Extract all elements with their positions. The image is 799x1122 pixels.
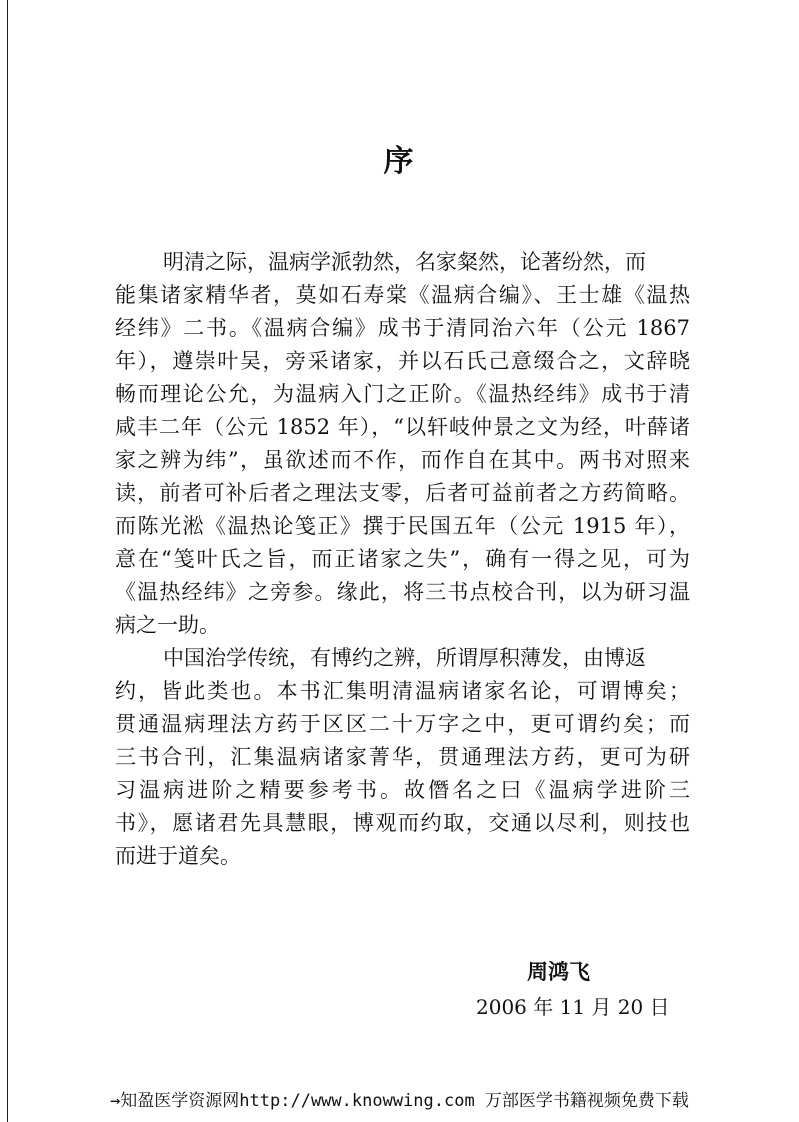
paragraph-2-line-4: 三书合刊，汇集温病诸家菁华，贯通理法方药，更可为研 [115,745,690,769]
paragraph-1-line-4: 年），遵崇叶吴，旁采诸家，并以石氏己意缀合之，文辞晓 [115,349,690,373]
paragraph-2-line-3: 贯通温病理法方药于区区二十万字之中，更可谓约矣；而 [115,712,690,736]
paragraph-1-line-9: 而陈光淞《温热论笺正》撰于民国五年（公元 1915 年）， [115,514,690,538]
preface-body [115,246,690,873]
paragraph-1-line-7: 家之辨为纬”，虽欲述而不作，而作自在其中。两书对照来 [115,448,690,472]
paragraph-2-line-2: 约，皆此类也。本书汇集明清温病诸家名论，可谓博矣； [115,679,690,703]
paragraph-1-line-6: 咸丰二年（公元 1852 年），“以轩岐仲景之文为经，叶薛诸 [115,415,690,439]
paragraph-1-line-5: 畅而理论公允，为温病入门之正阶。《温热经纬》成书于清 [115,382,690,406]
paragraph-1-line-11: 《温热经纬》之旁参。缘此，将三书点校合刊，以为研习温 [115,580,690,604]
paragraph-1-line-12: 病之一助。 [115,613,220,637]
paragraph-1-line-2: 能集诸家精华者，莫如石寿棠《温病合编》、王士雄《温热 [115,283,690,307]
signature-date: 2006 年 11 月 20 日 [476,995,670,1019]
paragraph-1-line-1: 明清之际，温病学派勃然，名家粲然，论著纷然，而 [163,250,646,274]
footer-watermark-text: →知盈医学资源网http://www.knowwing.com 万部医学书籍视频免费下载 [110,1091,689,1111]
paragraph-1-line-10: 意在“笺叶氏之旨，而正诸家之失”，确有一得之见，可为 [115,547,690,571]
page-title: 序 [383,144,416,179]
paragraph-2-line-5: 习温病进阶之精要参考书。故僭名之曰《温病学进阶三 [115,778,690,802]
paragraph-2-line-1: 中国治学传统，有博约之辨，所谓厚积薄发，由博返 [163,646,646,670]
paragraph-1-line-8: 读，前者可补后者之理法支零，后者可益前者之方药简略。 [115,481,690,505]
paragraph-1-line-3: 经纬》二书。《温病合编》成书于清同治六年（公元 1867 [115,316,690,340]
signature-author: 周鸿飞 [527,959,590,984]
paragraph-2-line-7: 而进于道矣。 [115,844,241,868]
paragraph-2-line-6: 书》，愿诸君先具慧眼，博观而约取，交通以尽利，则技也 [115,811,690,835]
